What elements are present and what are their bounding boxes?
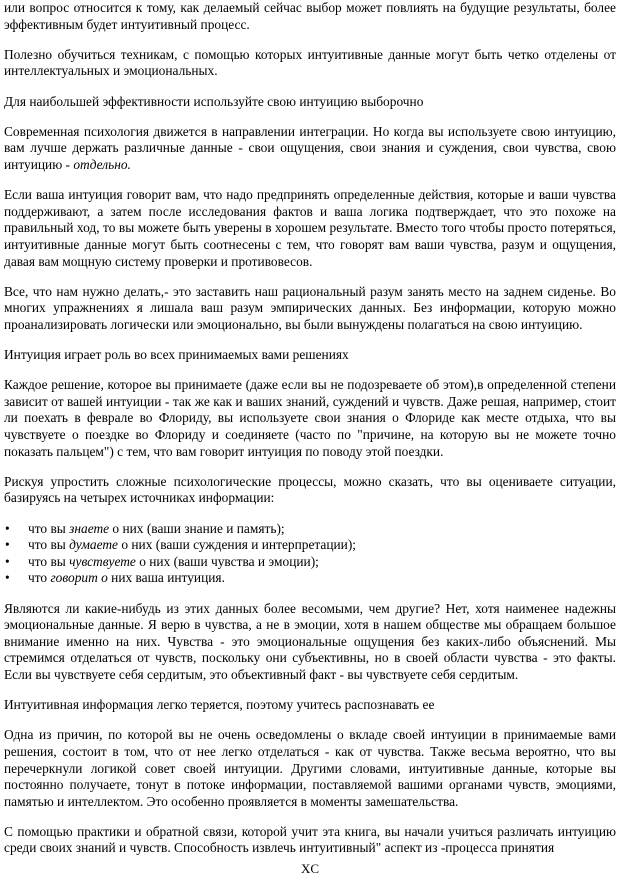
list-item-text: что вы	[28, 537, 70, 553]
list-item-text: о них (ваши чувства и эмоции);	[135, 553, 319, 569]
paragraph: или вопрос относится к тому, как делаемый сейчас выбор может повлиять на будущие результаты, более эффективным будет интуитивный процесс.	[4, 0, 616, 32]
list-item-text: что вы	[28, 553, 70, 569]
bullet-icon: •	[5, 520, 10, 536]
list-item-text: о них (ваши суждения и интерпретации);	[117, 537, 357, 553]
paragraph-text: Современная психология движется в направлении интеграции. Но когда вы используете свою интуицию, вам лучше держать различные данные - свои ощущения, свои знания и суждения, свои чувства, свою интуицию -	[4, 123, 616, 172]
paragraph: Одна из причин, по которой вы не очень осведомлены о вкладе своей интуиции в принимаемые вами решения, состоит в том, что от нее легко отделаться - как от чувства. Также весьма вероятно, что вы перечеркнули логикой совет своей интуиции. Другими словами, интуитивные данные, которые вы постоянно получаете, тонут в потоке информации, поставляемой вашими органами чувств, эмоциями, памятью и интеллектом. Это особенно проявляется в моменты замешательства.	[4, 727, 616, 809]
paragraph	[4, 124, 616, 174]
section-heading: Интуитивная информация легко теряется, поэтому учитесь распознавать ее	[4, 697, 435, 713]
section-heading: Интуиция играет роль во всех принимаемых вами решениях	[4, 347, 349, 363]
emphasis-text: отдельно.	[73, 156, 131, 172]
list-item-text: что вы	[28, 520, 70, 536]
paragraph: Рискуя упростить сложные психологические процессы, можно сказать, что вы оцениваете ситуации, базируясь на четырех источниках информации:	[4, 473, 616, 506]
section-heading: Для наибольшей эффективности используйте свою интуицию выборочно	[4, 93, 424, 109]
paragraph: Являются ли какие-нибудь из этих данных более весомыми, чем другие? Нет, хотя наименее надежны эмоциональные данные. Я верю в чувства, а не в эмоции, хотя в нашем обществе мы обращаем большое внимание именно на них. Чувства - это эмоциональные ощущения без каких-либо объяснений. Мы стремимся отделаться от чувств, поскольку они субъективны, но в своей области чувства - это факты. Если вы чувствуете себя сердитым, это объективный факт - вы чувствуете себя сердитым.	[4, 600, 616, 682]
emphasis-text: чувствуете	[69, 553, 136, 569]
paragraph: Все, что нам нужно делать,- это заставить наш рациональный разум занять место на заднем сиденье. Во многих упражнениях я лишала ваш разум эмпирических данных. Без информации, которую можно проанализировать логически или эмоционально, вы были вынуждены полагаться на свою интуицию.	[4, 283, 616, 332]
bullet-icon: •	[5, 553, 10, 569]
emphasis-text: знаете	[69, 520, 110, 536]
paragraph: Если ваша интуиция говорит вам, что надо предпринять определенные действия, которые и ваши чувства поддерживают, а затем после исследования фактов и ваша логика подтверждает, что это похоже на правильный ход, то вы можете быть уверены в хорошем результате. Вместо того чтобы просто потеряться, интуитивные данные могут быть соотнесены с тем, что говорят вам ваши чувства, разум и ощущения, давая вам мощную систему проверки и противовесов.	[4, 187, 616, 269]
bullet-icon: •	[5, 537, 10, 553]
list-item-text: что	[28, 570, 51, 586]
bullet-list	[4, 521, 616, 587]
emphasis-text: думаете	[69, 537, 118, 553]
bullet-icon: •	[5, 570, 10, 586]
list-item	[4, 521, 616, 538]
list-item	[4, 554, 616, 571]
list-item	[4, 537, 616, 554]
emphasis-text: говорит о	[50, 570, 108, 586]
list-item	[4, 570, 616, 587]
paragraph: Каждое решение, которое вы принимаете (даже если вы не подозреваете об этом),в определенной степени зависит от вашей интуиции - так же как и ваших знаний, суждений и чувств. Даже решая, например, стоит ли поехать в феврале во Флориду, вы используете свои знания о Флориде как месте отдыха, что вы чувствуете о поездке во Флориду и соединяете (часто по "причине, на которую вы не можете точно показать пальцем") с тем, что вам говорит интуиция по поводу этой поездки.	[4, 377, 616, 459]
paragraph: С помощью практики и обратной связи, которой учит эта книга, вы начали учиться различать интуицию среди своих знаний и чувств. Способность извлечь интуитивный" аспект из -процесса принятия	[4, 823, 616, 856]
list-item-text: них ваша интуиция.	[107, 570, 225, 586]
list-item-text: о них (ваши знание и память);	[109, 520, 285, 536]
page-number: XC	[300, 861, 320, 876]
paragraph: Полезно обучиться техникам, с помощью которых интуитивные данные могут быть четко отделены от интеллектуальных и эмоциональных.	[4, 46, 616, 79]
